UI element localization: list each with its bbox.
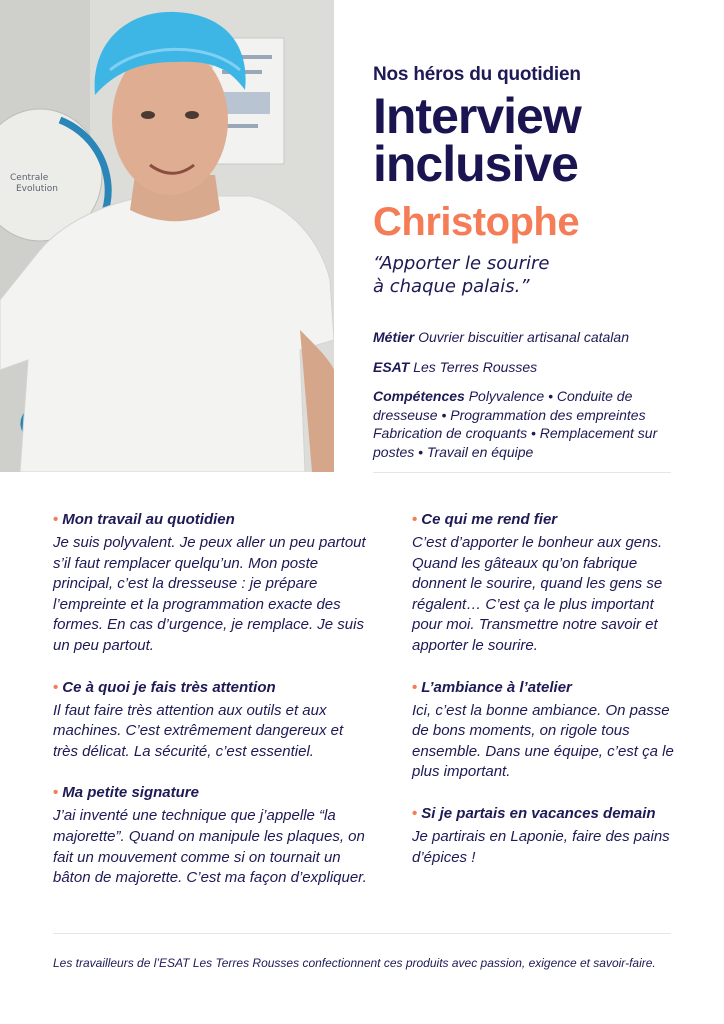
section-title: Si je partais en vacances demain (421, 804, 656, 822)
bullet: • (412, 678, 418, 696)
fact-value: Les Terres Rousses (409, 358, 538, 375)
right-column (412, 511, 684, 890)
kicker: Nos héros du quotidien (373, 64, 581, 85)
left-column (53, 511, 369, 911)
bullet: • (412, 804, 418, 822)
section-fier (412, 511, 684, 657)
section-title: Ce qui me rend fier (421, 511, 558, 528)
bullet: • (53, 784, 59, 802)
fact-value: Polyvalence • Conduite de dresseuse • Programmation des empreintes Fabrication de croquants • Remplacement sur postes • Travail en équipe (373, 388, 658, 460)
section-body: C’est d’apporter le bonheur aux gens. Quand les gâteaux qu’on fabrique donnent le sourire, quand les gens se régalent… C’est ça le plus important pour moi. Transmettre notre savoir et apporter le sourire. (412, 534, 663, 654)
portrait-photo (0, 0, 334, 472)
fact-label: Compétences (373, 388, 465, 404)
section-title: Mon travail au quotidien (62, 511, 235, 528)
fact-label: Métier (373, 329, 415, 345)
person-name: Christophe (373, 200, 580, 244)
fact-competences (373, 387, 673, 461)
section-body: Il faut faire très attention aux outils et aux machines. C’est extrêmement dangereux et très délicat. La sécurité, c’est essentiel. (53, 701, 344, 760)
section-body: Je partirais en Laponie, faire des pains d’épices ! (412, 827, 670, 866)
fact-label: ESAT (373, 358, 410, 375)
section-attention (53, 679, 369, 763)
fact-value: Ouvrier biscuitier artisanal catalan (414, 329, 629, 345)
section-title: L’ambiance à l’atelier (421, 678, 572, 696)
divider (373, 472, 671, 473)
section-ambiance (412, 679, 684, 783)
header (373, 64, 693, 298)
section-body: Ici, c’est la bonne ambiance. On passe de bons moments, on rigole tous ensemble. Dans une équipe, c’est ça le plus important. (412, 701, 674, 781)
section-travail (53, 511, 369, 657)
section-body: J’ai inventé une technique que j’appelle “la majorette”. Quand on manipule les plaques, on fait un mouvement comme si on tournait un bâton de majorette. C’est ma façon d’expliquer. (53, 807, 367, 887)
divider (53, 933, 671, 934)
fact-esat (373, 358, 673, 377)
bullet: • (53, 678, 59, 696)
bullet: • (53, 511, 59, 528)
section-signature (53, 784, 369, 888)
section-vacances (412, 805, 684, 868)
bullet: • (412, 511, 418, 528)
section-body: Je suis polyvalent. Je peux aller un peu partout s’il faut remplacer quelqu’un. Mon poste principal, c’est la dresseuse : je prépare l’empreinte et la programmation exacte des formes. En cas d’urgence, je remplace. Je suis un peu partout. (53, 534, 366, 654)
machine-label-2: Evolution (16, 184, 58, 194)
page-title: Interview inclusive (373, 88, 581, 192)
section-title: Ce à quoi je fais très attention (62, 678, 276, 696)
machine-label: Centrale (10, 173, 49, 183)
footer-note: Les travailleurs de l’ESAT Les Terres Rousses confectionnent ces produits avec passion, exigence et savoir-faire. (53, 956, 656, 970)
quote: “Apporter le sourire à chaque palais.” (373, 253, 550, 297)
section-title: Ma petite signature (62, 784, 199, 802)
facts (373, 328, 673, 472)
fact-metier (373, 328, 673, 347)
